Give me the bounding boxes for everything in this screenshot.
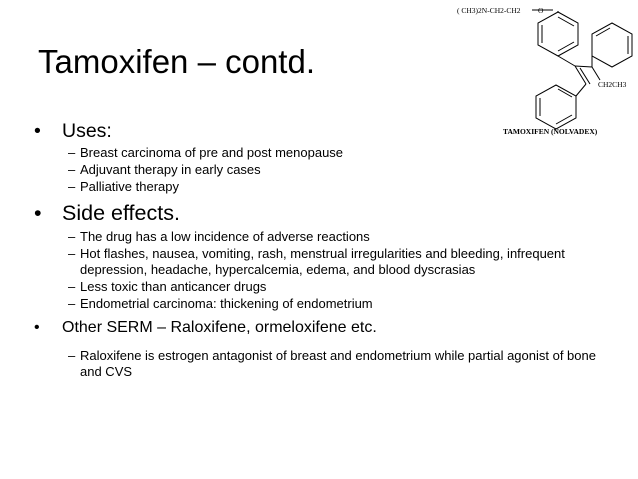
dash-glyph: – [68,279,76,294]
bullet-glyph: • [34,201,42,225]
other-serm-list [34,348,614,380]
list-item-text: Raloxifene is estrogen antagonist of breast and endometrium while partial agonist of bone and CVS [80,348,596,379]
bullet-other-serm [34,318,614,338]
bullet-glyph: • [34,319,40,336]
side-effects-list [34,229,614,312]
list-item [34,145,614,161]
dash-glyph: – [68,162,76,177]
list-item-text: Adjuvant therapy in early cases [80,162,261,177]
structure-oxygen-label: O [538,6,544,15]
dash-glyph: – [68,296,76,311]
list-item [34,229,614,245]
structure-caption: TAMOXIFEN (NOLVADEX) [503,127,598,136]
tamoxifen-structure-diagram [457,0,638,140]
list-item [34,246,614,278]
list-item-text: Palliative therapy [80,179,179,194]
uses-list [34,145,614,195]
list-item-text: Endometrial carcinoma: thickening of endometrium [80,296,373,311]
dash-glyph: – [68,348,76,363]
bullet-side-effects [34,201,614,226]
dash-glyph: – [68,246,76,261]
list-item [34,279,614,295]
bullet-glyph: • [34,120,41,142]
bullet-uses [34,120,614,142]
list-item-text: The drug has a low incidence of adverse reactions [80,229,370,244]
list-item-text: Less toxic than anticancer drugs [80,279,267,294]
dash-glyph: – [68,229,76,244]
slide-title: Tamoxifen – contd. [38,43,315,80]
slide-body [34,120,614,381]
structure-ethyl-label: CH2CH3 [598,80,627,89]
bullet-label: Uses: [62,120,112,142]
list-item [34,348,614,380]
list-item-text: Breast carcinoma of pre and post menopause [80,145,344,160]
list-item [34,296,614,312]
dash-glyph: – [68,179,76,194]
list-item [34,179,614,195]
list-item [34,162,614,178]
bullet-label: Side effects. [62,201,180,225]
list-item-text: Hot flashes, nausea, vomiting, rash, menstrual irregularities and bleeding, infrequent depression, headache, hypercalcemia, edema, and blood dyscrasias [80,246,565,277]
structure-side-chain-label: ( CH3)2N-CH2-CH2 [457,6,521,15]
dash-glyph: – [68,145,76,160]
bullet-label: Other SERM – Raloxifene, ormeloxifene etc. [62,319,377,336]
